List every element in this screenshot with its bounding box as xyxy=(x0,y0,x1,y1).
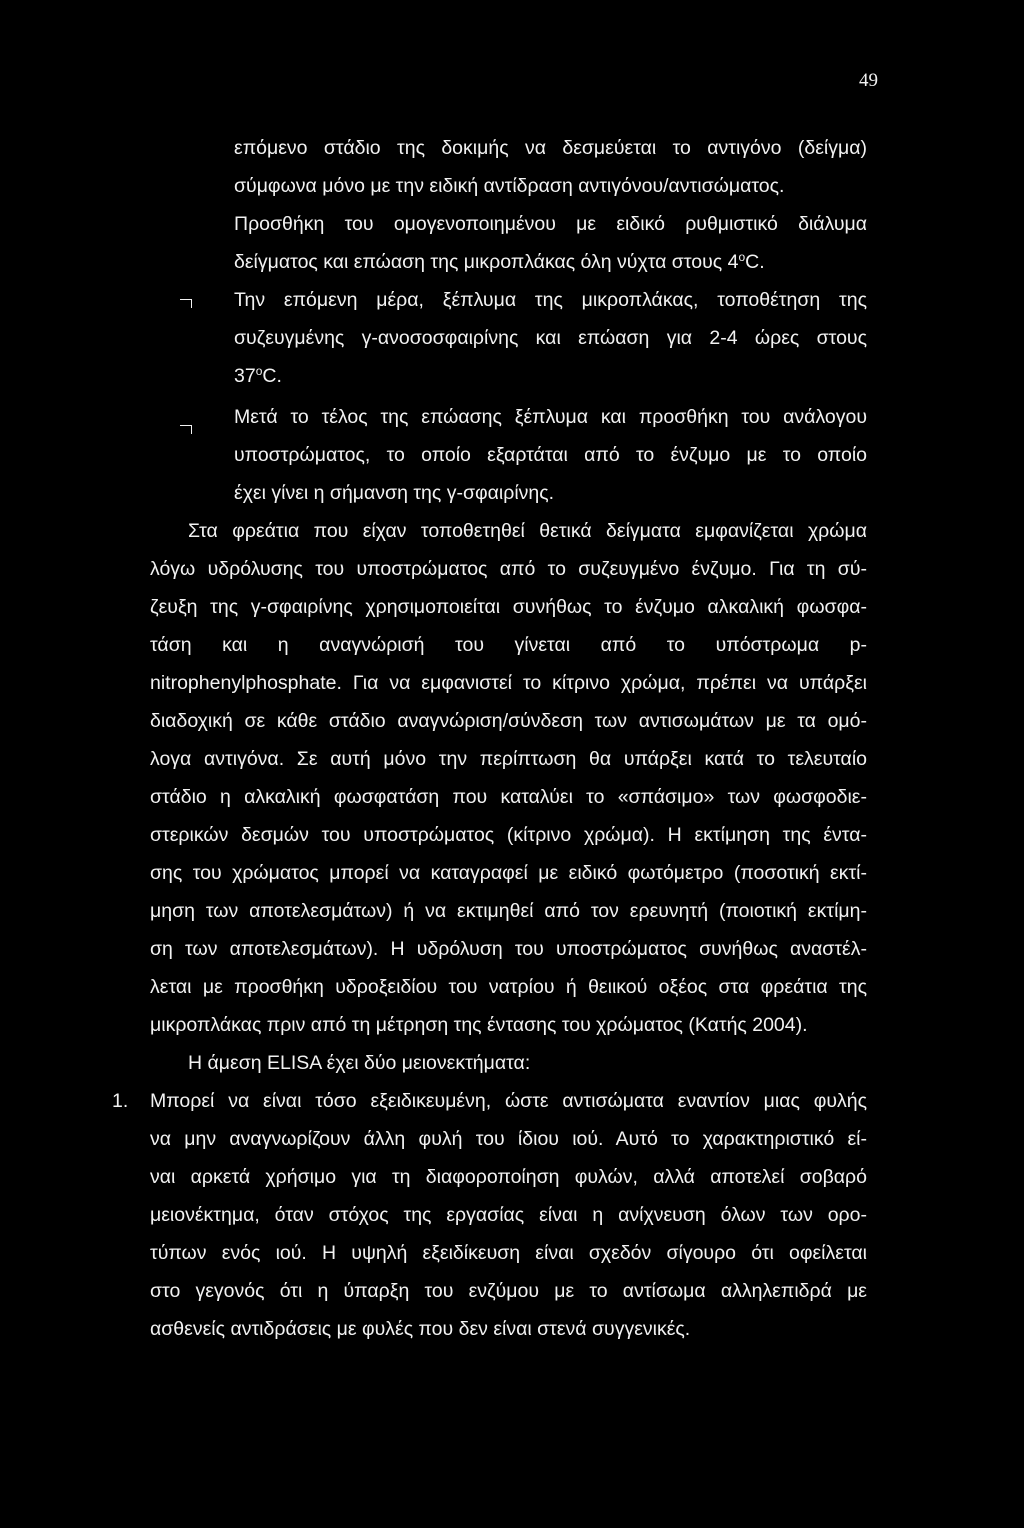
text-line: Μπορεί να είναι τόσο εξειδικευμένη, ώστε αντισώματα εναντίον μιας φυλής xyxy=(150,1090,867,1112)
bullet-mark xyxy=(180,425,192,435)
page-number: 49 xyxy=(859,70,878,91)
text-line: 37$^o$C. xyxy=(234,364,282,387)
text-line: στάδιο η αλκαλική φωσφατάση που καταλύει το «σπάσιμο» των φωσφοδιε- xyxy=(150,786,867,808)
text-line: Στα φρεάτια που είχαν τοποθετηθεί θετικά δείγματα εμφανίζεται χρώμα xyxy=(188,520,867,542)
text-line: Προσθήκη του ομογενοποιημένου με ειδικό ρυθμιστικό διάλυμα xyxy=(234,213,867,235)
text-line: ασθενείς αντιδράσεις με φυλές που δεν είναι στενά συγγενικές. xyxy=(150,1318,691,1340)
text-line: λεται με προσθήκη υδροξειδίου του νατρίου ή θειικού οξέος στα φρεάτια της xyxy=(150,976,867,998)
text-line: δείγματος και επώαση της μικροπλάκας όλη νύχτα στους 4$^o$C. xyxy=(234,250,765,273)
text-line: υποστρώματος, το οποίο εξαρτάται από το ένζυμο με το οποίο xyxy=(234,444,867,466)
text-line: τάση και η αναγνώρισή του γίνεται από το υπόστρωμα p- xyxy=(150,634,867,656)
text-line: στο γεγονός ότι η ύπαρξη του ενζύμου με το αντίσωμα αλληλεπιδρά με xyxy=(150,1280,867,1302)
bullet-mark xyxy=(180,299,192,309)
text-line: Η άμεση ELISA έχει δύο μειονεκτήματα: xyxy=(188,1052,531,1074)
text-line: σης του χρώματος μπορεί να καταγραφεί με ειδικό φωτόμετρο (ποσοτική εκτί- xyxy=(150,862,867,884)
text-line: συζευγμένης γ-ανοσοσφαιρίνης και επώαση για 2-4 ώρες στους xyxy=(234,327,867,349)
text-line: μηση των αποτελεσμάτων) ή να εκτιμηθεί από τον ερευνητή (ποιοτική εκτίμη- xyxy=(150,900,867,922)
text-line: Μετά το τέλος της επώασης ξέπλυμα και προσθήκη του ανάλογου xyxy=(234,406,867,428)
text-line: μειονέκτημα, όταν στόχος της εργασίας είναι η ανίχνευση όλων των ορο- xyxy=(150,1204,867,1226)
text-line: μικροπλάκας πριν από τη μέτρηση της έντασης του χρώματος (Κατής 2004). xyxy=(150,1014,808,1036)
text-line: λόγω υδρόλυσης του υποστρώματος από το συζευγμένο ένζυμο. Για τη σύ- xyxy=(150,558,867,580)
text-line: στερικών δεσμών του υποστρώματος (κίτρινο χρώμα). Η εκτίμηση της έντα- xyxy=(150,824,867,846)
text-line: σύμφωνα μόνο με την ειδική αντίδραση αντιγόνου/αντισώματος. xyxy=(234,175,785,197)
text-line: nitrophenylphosphate. Για να εμφανιστεί το κίτρινο χρώμα, πρέπει να υπάρξει xyxy=(150,672,867,694)
text-line: Την επόμενη μέρα, ξέπλυμα της μικροπλάκας, τοποθέτηση της xyxy=(234,289,867,311)
text-line: λογα αντιγόνα. Σε αυτή μόνο την περίπτωση θα υπάρξει κατά το τελευταίο xyxy=(150,748,867,770)
text-line: έχει γίνει η σήμανση της γ-σφαιρίνης. xyxy=(234,482,555,504)
text-line: ναι αρκετά χρήσιμο για τη διαφοροποίηση φυλών, αλλά αποτελεί σοβαρό xyxy=(150,1166,867,1188)
text-line: ζευξη της γ-σφαιρίνης χρησιμοποιείται συνήθως το ένζυμο αλκαλική φωσφα- xyxy=(150,596,867,618)
text-line: να μην αναγνωρίζουν άλλη φυλή του ίδιου ιού. Αυτό το χαρακτηριστικό εί- xyxy=(150,1128,867,1150)
text-line: διαδοχική σε κάθε στάδιο αναγνώριση/σύνδεση των αντισωμάτων με τα ομό- xyxy=(150,710,867,732)
text-line: ση των αποτελεσμάτων). Η υδρόλυση του υποστρώματος συνήθως αναστέλ- xyxy=(150,938,867,960)
list-number: 1. xyxy=(112,1090,129,1112)
text-line: τύπων ενός ιού. Η υψηλή εξειδίκευση είναι σχεδόν σίγουρο ότι οφείλεται xyxy=(150,1242,867,1264)
text-line: επόμενο στάδιο της δοκιμής να δεσμεύεται το αντιγόνο (δείγμα) xyxy=(234,137,867,159)
